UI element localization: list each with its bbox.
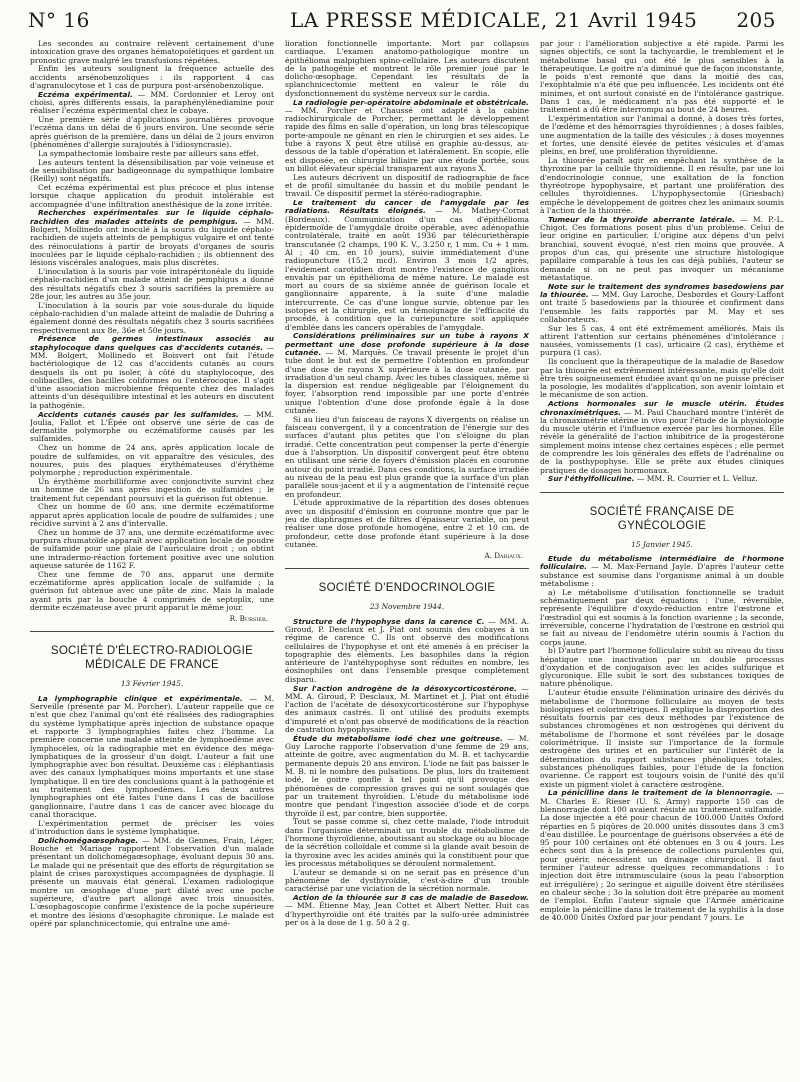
article-body: — MM. R. Courrier et L. Velluz. <box>634 474 758 484</box>
article-body: — M. Marquès. Ce travail présente le projet d'un tube dont le but est de permettre l'obtention en profondeur d'une dose de rayons X supérieure à la dose cutanée, par irradiation d'un seul champ. Avec les tubes classiques, même si la dispersion est rendue négligeable par l'éloignement du foyer, l'absorption rend impossible par une porte d'entrée unique l'obtention d'une dose profonde égale à la dose cutanée. <box>285 347 529 416</box>
paragraph: Chez une femme de 70 ans, apparut une dermite eczématiforme après application locale de sulfamide ; la guérison fut obtenue avec une pâte de zinc. Mais la malade ayant pris par la bouche 4 comprimés de septoplix, une dermite eczémateuse avec prurit apparut le même jour. <box>30 569 274 612</box>
article-title: Actions hormonales sur le muscle utérin. Études chronaximétriques. <box>540 399 784 417</box>
paragraph <box>285 894 529 927</box>
paragraph <box>30 411 274 444</box>
paragraph <box>30 837 274 928</box>
article-title: Structure de l'hypophyse dans la carence C. <box>293 616 485 626</box>
article-body: — MM. A. Giroud, P. Desclaux et J. Piat ont soumis des cobayes à un régime de carence C. Ils ont observé des modifications cellulaires de l'hypophyse et ont été amenés à en préciser la topographie des éléments. Les basophiles dans la région antérieure de l'antéhypophyse sont réduites en nombre, les éosinophiles ont dans l'ensemble presque complètement disparu. <box>285 616 529 684</box>
paragraph: L'auteur se demande si on ne serait pas en présence d'un phénomène de dysthyroïdie, c'est-à-dire d'un trouble caractérisé par une viciation de la sécrétion normale. <box>285 867 529 894</box>
paragraph <box>285 199 529 332</box>
paragraph <box>285 99 529 174</box>
paragraph: L'étude approximative de la répartition des doses obtenues avec un dispositif d'émission en couronne montre que par le jeu de diaphragmes et de filtres d'épaisseur variable, on peut réaliser une dose profonde homogène, entre 2 et 10 cm. de profondeur, cette dose profonde étant supérieure à la dose cutanée. <box>285 498 529 549</box>
article-title: La lymphographie clinique et expérimentale. <box>38 693 243 703</box>
paragraph <box>540 555 784 588</box>
paragraph: La sympathectomie lombaire reste par ailleurs sans effet. <box>38 148 259 158</box>
article-title: Présence de germes intestinaux associés au staphylocoque dans quelques cas d'accidents cutanés. <box>30 334 274 352</box>
paragraph: Chez un homme de 24 ans, après application locale de poudre de sulfamides, on vit apparaître des vésicules, des nouures, puis des plaques érythémateuses d'érythème polymorphe ; reproduction expérimentale. <box>30 443 274 478</box>
paragraph <box>540 789 784 922</box>
journal-title-date: LA PRESSE MÉDICALE, 21 Avril 1945 <box>290 8 698 32</box>
paragraph: Chez un homme de 37 ans, une dermite eczématiforme avec purpura rhumatoïde apparaît avec application locale de poudre de sulfamide pour une plaie de l'auriculaire droit ; on obtint une intradermo-réaction fortement positive avec une solution aqueuse saturée de 1162 F. <box>30 527 274 570</box>
article-body: — M. Max-Fernand Jayle. D'après l'auteur cette substance est soumise dans l'organisme animal à un double métabolisme : <box>540 562 784 588</box>
paragraph: Une première série d'applications journalières provoque l'eczéma dans un délai de 6 jours environ. Une seconde série après guérison de la première, dans un délai de 2 jours environ (phénomènes d'allergie surajoutés à l'idiosyncrasie). <box>30 115 274 150</box>
article-body: — MM. Étienne May, Jean Cottet et Albert Netter. Huit cas d'hyperthyroïdie ont été traités par la sulfo-urée administrée per os à la dose de 1 g. 50 à 2 g. <box>285 901 529 927</box>
article-title: Recherches expérimentales sur le liquide céphalo-rachidien des malades atteints de pemphigus. <box>30 208 274 226</box>
author-signature: A. Dariaux. <box>484 551 523 561</box>
article-title: La radiologie per-opératoire abdominale et obstétricale. <box>293 97 529 107</box>
article-title: Dolichomégaœsophage. <box>38 835 139 845</box>
paragraph: L'expérimentation sur l'animal a donné, à doses très fortes, de l'œdème et des hémorragies thyroïdiennes ; à doses faibles, une augmentation de la taille des vésicules ; à doses moyennes et fortes, une densité élevée de petites vésicules et d'amas pleins, en bref, une prolifération thyroïdienne. <box>540 114 784 157</box>
article-title: Sur l'éthylfolliculine. <box>548 474 635 484</box>
paragraph: L'expérimentation permet de préciser les voies d'introduction dans le système lymphatique. <box>30 818 274 837</box>
paragraph <box>540 400 784 475</box>
session-date: 23 Novembre 1944. <box>369 602 445 612</box>
article-body: — M. P.-L. Chigot. Ces formations posent plus d'un problème. Celui de leur origine en particulier. L'origine aux dépens d'un pelvi branchial, souvent évoqué, n'est rien moins que prouvée. A propos d'un cas, qui présente une structure histologique papillaire comparable à tous les cas déjà publiés, l'auteur se demande si on ne peut pas invoquer un mécanisme métastatique. <box>540 214 784 282</box>
paragraph <box>30 91 274 116</box>
society-heading: SOCIÉTÉ D'ÉLECTRO-RADIOLOGIE MÉDICALE DE FRANCE <box>50 645 254 672</box>
article-body: — MM. de Gennes, Frain, Léger, Bouche et Mariage rapportent l'observation d'un malade présentant un dolichomégaœsophage, évoluant depuis 30 ans. Le malade qui ne présentait que des efforts de régurgitation se plaint de crises paroxystiques accompagnées de dysphagie. Il présente un mauvais état général. L'examen radiologique montre un œsophage d'une part dilaté avec une poche supérieure, d'autre part allongé avec trois sinuosités. L'œsophagoscopie confirme l'existence de la poche supérieure et montre des lésions d'œsophagite chronique. Le malade est opéré par splanchnicectomie, qui entraîne une amé- <box>30 835 274 928</box>
paragraph <box>540 283 784 324</box>
paragraph: Un érythème morbilliforme avec conjonctivite survint chez un homme de 26 ans après ingestion de sulfamides ; le traitement fut cependant poursuivi et la guérison fut obtenue. <box>30 476 274 503</box>
paragraph: Les secondes au contraire relèvent certainement d'une intoxication grave des organes hématopoïétiques et gardent un pronostic grave malgré les transfusions répétées. <box>30 40 274 65</box>
paragraph <box>285 685 529 735</box>
paragraph: L'inoculation à la souris par voie intrapéritonéale du liquide céphalo-rachidien d'un malade atteint de pemphigus a donné des résultats négatifs chez 3 souris sacrifiées la première au 28e jour, les autres au 35e jour. <box>30 267 274 301</box>
paragraph <box>540 216 784 282</box>
article-body: — MM. A. Giroud, P. Desclaux, M. Martinet et J. Piat ont étudié l'action de l'acétate de désoxycorticostérone sur l'hypophyse des animaux castrés. Il ont utilisé des produits exempts d'impureté et n'ont pas observé de modifications de la réaction de castration hypophysaire. <box>285 683 529 735</box>
paragraph: Si au lieu d'un faisceau de rayons X divergents on réalise un faisceau convergent, il y a concentration de l'énergie sur des surfaces d'autant plus petites que l'on s'éloigne du plan irradié. Cette concentration peut compenser la perte d'énergie due à l'absorption. Un dispositif convergent peut être obtenu en utilisant une série de foyers d'émission placés en couronne autour du point irradié. Dans ces conditions, la surface irradiée au niveau de la peau est plus grande que la surface d'un plan parallèle sous-jacent et il y a augmentation de l'intensité reçue en profondeur. <box>285 414 529 499</box>
article-title: Étude du métabolisme iodé chez une goitreuse. <box>293 733 503 743</box>
article-title: Etude du métabolisme intermédiaire de l'hormone folliculaire. <box>540 554 784 572</box>
paragraph: Enfin les auteurs soulignent la fréquence actuelle des accidents arsénobenzoliques : ils rapportent 4 cas d'agranulocytose et 1 cas de purpura post-arsénobenzolique. <box>30 64 274 90</box>
paragraph: L'inoculation à la souris par voie sous-durale du liquide céphalo-rachidien d'un malade atteint de maladie de Duhring a également donné des résultats négatifs chez 3 souris sacrifiées respectivement aux 8e, 36e et 50e jours. <box>30 300 274 335</box>
section-divider <box>540 492 784 493</box>
paragraph: Les auteurs décrivent un dispositif de radiographie de face et de profil simultanée du bassin et du mobile pendant le travail. Ce dispositif permet la stéréo-radiographie. <box>285 172 529 199</box>
paragraph: Ils concluent que la thérapeutique de la maladie de Basedow par la thiourée est extrêmement intéressante, mais qu'elle doit être très soigneusement étudiée avant qu'on ne puisse préciser la posologie, les modalités d'application, son avenir lointain et le mécanisme de son action. <box>540 357 784 400</box>
issue-number: N° 16 <box>28 8 90 32</box>
author-signature: R. Bursier. <box>229 614 268 624</box>
session-date: 15 Janvier 1945. <box>631 539 693 549</box>
article-title: Note sur le traitement des syndromes basedowiens par la thiourée. <box>540 281 784 299</box>
session-date: 13 Février 1945. <box>120 679 184 689</box>
paragraph: b) D'autre part l'hormone folliculaire subit au niveau du tissu hépatique une inactivation par un double processus d'oxydation et de conjugaison avec les acides sulfurique et glycuronique. Elle subit le sort des substances toxiques de nature phénolique. <box>540 646 784 689</box>
section-divider <box>30 631 274 632</box>
paragraph <box>285 735 529 818</box>
paragraph: lioration fonctionnelle importante. Mort par collapsus cardiaque. L'examen anatomo-pathologique montre un épithélioma malpighien spino-cellulaire. Les auteurs discutent de la pathogénie et montrent le rôle premier joué par le dolicho-œsophage. Cependant les résultats de la splanchnicectomie mettent en valeur le rôle du dysfonctionnement du système nerveux sur le cardia. <box>285 40 529 98</box>
article-title: Le traitement du cancer de l'amygdale par les radiations. Résultats éloignés. <box>285 198 529 216</box>
paragraph <box>30 209 274 267</box>
article-title: Considérations préliminaires sur un tube à rayons X permettant une dose profonde supérieure à la dose cutanée. <box>285 331 529 357</box>
text-columns <box>30 40 784 1078</box>
paragraph: Tout se passe comme si, chez cette malade, l'iode introduit dans l'organisme déterminait un trouble du métabolisme de l'hormone thyroïdienne, aboutissant au stockage ou au blocage de la sécrétion colloïdale et comme si la glande avait besoin de la thyroxine avec les acides aminés qui la constituent pour que les processus métaboliques se déroulent normalement. <box>285 817 529 868</box>
paragraph: Les auteurs tentent la désensibilisation par voie veineuse et de sensibilisation par badigeonnage du sympathique lombaire (Reilly) sont négatifs. <box>30 157 274 184</box>
article-title: Sur l'action androgène de la désoxycorticostérone. <box>293 683 517 693</box>
article-body: — M. Charles E. Rieser (U. S. Army) rapporte 150 cas de blennorragie dont 100 avaient résisté au traitement sulfamidé. La dose injectée a été pour chacun de 100.000 Unités Oxford réparties en 5 piqûres de 20.000 unités dissoutes dans 3 cm3 d'eau distillée. Le pourcentage de guérisons observées a été de 95 pour 100 certaines ont été obtenues en 3 ou 4 jours. Les échecs sont dus à la présence de collections purulentes qui, pour guérir, nécessitent un drainage chirurgical. Il faut terminer l'auteur adresse quelques recommandations : 1o injection doit être intramusculaire (sous la peau l'absorption est irrégulière) ; 2o seringue et aiguille doivent être stérilisées en chaleur sèche ; 3o la solution doit être préparée au moment de l'emploi. Enfin l'auteur signale que l'Armée américaine emploie la pénicilline dans le traitement de la syphilis à la dose de 40.000 Unités Oxford par jour pendant 7 jours. Le <box>540 788 784 922</box>
article-title: Action de la thiourée sur 8 cas de maladie de Basedow. <box>293 893 529 902</box>
column-middle <box>285 40 529 1078</box>
paragraph: La thiourée paraît agir en empêchant la synthèse de la thyroxine par la cellule thyroïdienne. Il en résulte, par une loi d'endocrinologie connue, une exaltation de la fonction thyréotrope hypophysaire, et partant une prolifération des cellules thyroïdiennes. L'hypophysectomie (Griesbach) empêche le développement de goitres chez les animaux soumis à l'action de la thiourée. <box>540 156 784 215</box>
article-title: Accidents cutanés causés par les sulfamides. <box>38 409 239 419</box>
article-body: — MM. Bolgert, Mollinedo ont inoculé à la souris du liquide céphalo-rachidien de sujets atteints de pemphigus vulgaire et ont tenté des réinoculations à partir de broyats d'organes de souris inoculées par le liquide céphalo-rachidien ; ils obtiennent des lésions viscérales analogues, mais plus discrètes. <box>30 216 274 268</box>
article-body: — MM. Porcher et Chaussé ont adapté à la cabine radiochirurgicale de Porcher, permettant le développement rapide des films en salle d'opération, un long bras télescopique porte-ampoule ne gênant en rien le chirurgien et ses aides. Le tube à rayons X peut être utilisé en graphie au-dessus, au-dessous de la table d'opération et latéralement. En scopie, elle est disposée, en chirurgie biliaire par une étude portée, sous un billot élévateur spécial transparent aux rayons X. <box>285 105 529 173</box>
article-body: — MM. Bolgert, Mollinedo et Boisvert ont fait l'étude bactériologique de 12 cas d'accidents cutanés au cours desquels ils ont pu isoler, à côté du staphylocoque, des colibacilles, des bacilles coliformes ou l'entérocoque. Il s'agit d'une association microbienne fréquente chez des malades atteints d'un déséquilibre intestinal et les auteurs en discutent la pathogénie. <box>30 342 274 410</box>
paragraph <box>30 695 274 819</box>
paragraph <box>285 332 529 415</box>
article-title: Tumeur de la thyroïde aberrante latérale. <box>548 214 735 224</box>
article-body: — M. Paul Chauchard montre l'intérêt de la chronaximétrie utérine in vivo pour l'étude de la physiologie du muscle utérin et l'influence exercée par les hormones. Elle révèle la généralité de l'action inhibitrice de la progestérone simplement moins intense chez certaines espèces ; elle permet de comprendre les lois générales des effets de l'adrénaline ou de la posthypophyse. Elle se prête aux études cliniques pratiques de dosages hormonaux. <box>540 407 784 475</box>
paragraph: L'auteur étudie ensuite l'élimination urinaire des dérivés du métabolisme de l'hormone folliculaire au moyen de tests biologiques et colorimétriques. Il explique la disproportion des résultats fournis par ces deux méthodes par l'existence de substances chromogènes et non œstrogènes qui dérivent du métabolisme de l'hormone et sont révélées par le dosage colorimétrique. Il insiste sur l'importance de la formule œstrogène des urines et en particulier sur l'intérêt de la détermination du rapport substances phénoliques totales, substances phénoliques faibles, pour l'étude de la fonction ovarienne. Ce rapport est toujours voisin de l'unité dès qu'il existe un pigment violet à caractère œstrogène. <box>540 688 784 789</box>
article-body: — M. Mathey-Cornat (Bordeaux). Communication d'un cas d'épithélioma épidermoïde de l'amygdale droite opérable, avec adénopathie controlatérale, traité en août 1936 par télécuriethérapie transcutanée (2 champs, 190 K. V., 3.250 r, 1 mm. Cu + 1 mm. Al ; 40 cm. en 10 jours), suivie immédiatement d'une radiopuncture (15,2 mcd). Environ 3 mois 1/2 après, l'évidement carotidien droit montre l'existence de ganglions envahis par un épithélioma de même nature. Le malade est mort au cours de sa sixième année de guérison locale et ganglionnaire apparente, à la suite d'une maladie intercurrente. Ce cas d'une longue survie, obtenue par les isotopes et la chirurgie, est un témoignage de l'efficacité du procédé, à condition que la curiepuncture soit appliquée d'emblée dans les cancers opérables de l'amygdale. <box>285 206 529 332</box>
paragraph <box>30 335 274 410</box>
paragraph: a) Le métabolisme d'utilisation fonctionnelle se traduit schématiquement par deux équations : l'une, réversible, représente l'équilibre d'oxydo-réduction entre l'œstrone et l'œstradiol qui est soumis à la fonction ovarienne ; la seconde, irréversible, concerne l'hydratation de l'œstrone en œstriol qui se fait au niveau de l'endomètre utérin soumis à l'action du corps jaune. <box>540 587 784 647</box>
section-divider <box>285 568 529 569</box>
article-title: Eczéma expérimental. <box>38 89 133 99</box>
article-body: — M. Guy Laroche rapporte l'observation d'une femme de 29 ans, atteinte de goitre, avec augmentation du M. B. et tachycardie permanente depuis 20 ans environ. L'iode ne fait pas baisser le M. B. ni le nombre des pulsations. De plus, lors du traitement iodé, le goitre gonfle à tel point qu'il provoque des phénomènes de compression graves qui ne sont soulagés que par un traitement thyroïdien. L'étude du métabolisme iodé montre que pendant l'ingestion associée d'iode et de corps thyroïde il est, par contre, bien supportée. <box>285 733 529 818</box>
article-title: La pénicilline dans le traitement de la blennorragie. <box>548 788 773 798</box>
column-left <box>30 40 274 1078</box>
paragraph: par jour : l'amélioration subjective a été rapide. Parmi les signes objectifs, ce sont la tachycardie, le tremblement et le métabolisme basal qui ont été le plus sensibles à la thérapeutique. Le goitre n'a diminué que de façon inconstante, le poids n'est remonté que dans la moitié des cas, l'exophtalmie n'a été que peu influencée. Les incidents ont été minimes, et ont surtout consisté en de l'intolérance gastrique. Dans 1 cas, le médicament n'a pas été supporté et le traitement a dû être interrompu au bout de 24 heures. <box>540 40 784 115</box>
paragraph: Cet eczéma expérimental est plus précoce et plus intense lorsque chaque application du produit intolérable est accompagnée d'une infiltration anesthésique de la zone irritée. <box>30 183 274 209</box>
article-body: — MM. Joulia, Fallot et L'Épée ont observé une série de cas de dermatite polymorphe ou eczématiforme causés par les sulfamides. <box>30 409 274 444</box>
column-right <box>540 40 784 1078</box>
paragraph: Chez un homme de 60 ans, une dermite eczématiforme apparut après application locale de poudre de sulfamides ; une récidive survint à 2 ans d'intervalle. <box>30 502 274 528</box>
paragraph <box>285 618 529 684</box>
page-number: 205 <box>736 8 776 32</box>
running-header <box>28 8 776 38</box>
paragraph <box>540 475 784 483</box>
society-heading: SOCIÉTÉ D'ENDOCRINOLOGIE <box>318 582 496 595</box>
article-body: — MM. Guy Laroche, Desbordes et Goury-Laffont ont traité 5 basedowiens par la thiourée et confirment dans l'ensemble les faits rapportés par M. May et ses collaborateurs. <box>540 289 784 324</box>
society-heading: SOCIÉTÉ FRANÇAISE DE GYNÉCOLOGIE <box>589 505 735 532</box>
article-body: — MM. Cordonnier et Leroy ont choisi, après différents essais, la paraphénylènediamine pour réaliser l'eczéma expérimental chez le cobaye. <box>30 89 274 116</box>
paragraph: Sur les 5 cas, 4 ont été extrêmement améliorés. Mais ils attirent l'attention sur certains phénomènes d'intolérance : nausées, vomissements (1 cas), urticaire (2 cas), érythème et purpura (1 cas). <box>540 323 784 358</box>
article-body: — M. Serveille (présenté par M. Porcher). L'auteur rappelle que ce n'est que chez l'animal qu'ont été réalisées des radiographies du système lymphatique après injection de substance opaque et rapporte 3 lymphographies faites chez l'homme. La première concerne une malade atteinte de lymphoedème avec lymphocèles, où la radiographie met en évidence des méga-lymphatiques de la grosseur d'un doigt. L'auteur a fait une lymphographie avec bon résultat. Deuxième cas : éléphantiasis avec des canaux lymphatiques moins importants et une stase lymphatique. Il en tire des conclusions quant à la pathogénie et au traitement des lymphoedèmes. Les deux autres lymphographies ont été faites l'une dans 1 cas de bacillose ganglionnaire, l'autre dans 1 cas de cancer avec blocage du canal thoracique. <box>30 693 274 819</box>
